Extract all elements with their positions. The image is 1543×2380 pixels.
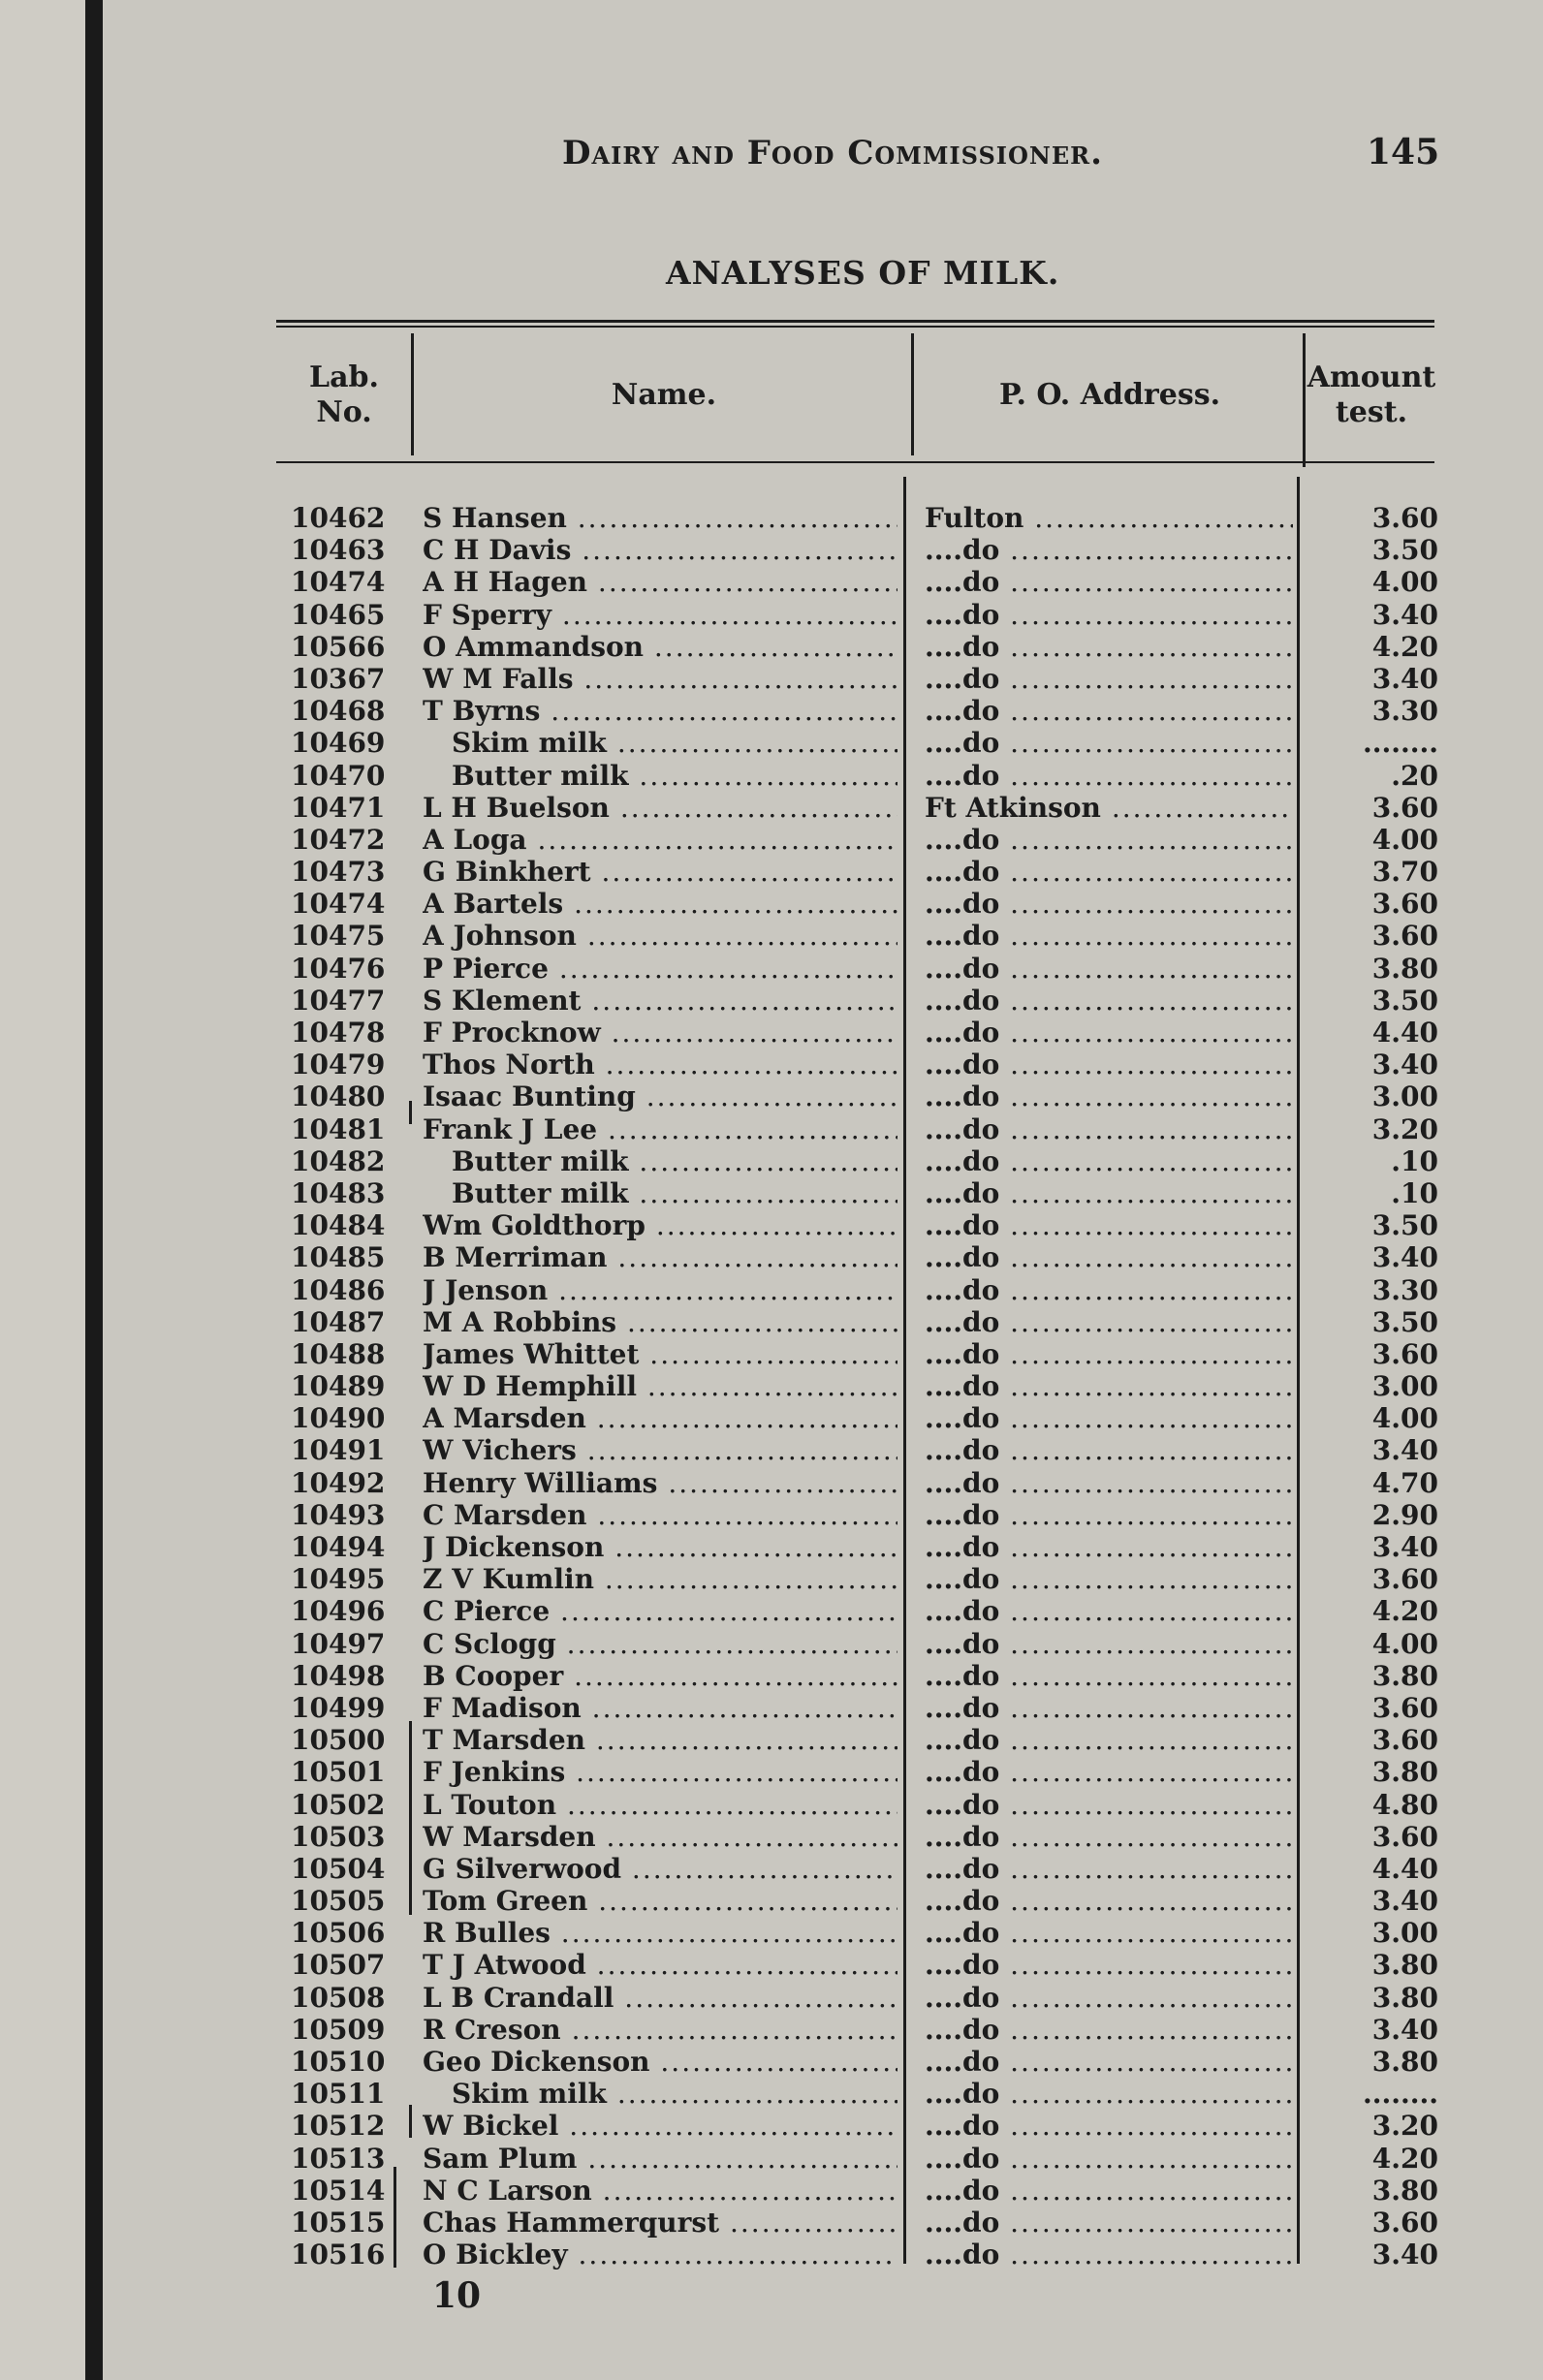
lab-number: 10486: [291, 1273, 386, 1306]
amount-test: 3.60: [1371, 2206, 1438, 2239]
table-row: [0, 1982, 1543, 2014]
lab-number: 10469: [291, 727, 386, 760]
table-row: [0, 1467, 1543, 1499]
sample-name: L Touton .....: [423, 1789, 897, 1821]
sample-name: C H Davis .....: [423, 534, 897, 566]
sample-name: P Pierce .....: [423, 953, 897, 985]
sample-name: Tom Green .....: [423, 1885, 897, 1917]
amount-test: 3.60: [1371, 1337, 1438, 1370]
table-row: [0, 2078, 1543, 2110]
lab-number: 10499: [291, 1691, 386, 1724]
post-office-address: ....do .....: [925, 1017, 1293, 1049]
table-row: [0, 2175, 1543, 2207]
table-row: [0, 760, 1543, 792]
lab-number: 10494: [291, 1531, 386, 1563]
table-row: [0, 824, 1543, 856]
table-row: [0, 1692, 1543, 1724]
table-row: [0, 953, 1543, 985]
table-row: [0, 631, 1543, 663]
table-row: [0, 856, 1543, 888]
amount-test: 4.20: [1371, 1595, 1438, 1628]
lab-number: 10472: [291, 823, 386, 856]
amount-test: 4.20: [1371, 630, 1438, 663]
table-row: [0, 2110, 1543, 2142]
col-header-lab-no: Lab. No.: [309, 360, 379, 429]
post-office-address: ....do .....: [925, 1145, 1293, 1177]
sample-name: B Cooper .....: [423, 1660, 897, 1692]
lab-number: 10475: [291, 920, 386, 953]
amount-test: 3.40: [1371, 2239, 1438, 2271]
sample-name: O Ammandson .....: [423, 631, 897, 663]
amount-test: 4.40: [1371, 1017, 1438, 1049]
lab-number: 10515: [291, 2206, 386, 2239]
sample-name: Chas Hammerqurst .....: [423, 2207, 897, 2239]
lab-number: 10514: [291, 2174, 386, 2207]
amount-test: ........: [1363, 727, 1438, 760]
table-row: [0, 1885, 1543, 1917]
table-row: [0, 2239, 1543, 2270]
sample-name: T J Atwood .....: [423, 1949, 897, 1981]
post-office-address: ....do .....: [925, 1080, 1293, 1112]
table-row: [0, 534, 1543, 566]
lab-number: 10491: [291, 1434, 386, 1467]
sample-name: M A Robbins .....: [423, 1306, 897, 1338]
table-row: [0, 888, 1543, 920]
page-number: 145: [1367, 132, 1440, 172]
table-row: [0, 1049, 1543, 1080]
lab-number: 10468: [291, 695, 386, 728]
post-office-address: ....do .....: [925, 1531, 1293, 1563]
amount-test: 3.40: [1371, 1434, 1438, 1467]
lab-number: 10509: [291, 2013, 386, 2046]
lab-number: 10505: [291, 1885, 386, 1918]
lab-number: 10566: [291, 630, 386, 663]
table-row: [0, 502, 1543, 534]
sample-name: A H Hagen .....: [423, 566, 897, 598]
lab-number: 10470: [291, 759, 386, 792]
amount-test: 4.00: [1371, 823, 1438, 856]
sample-name: W Marsden .....: [423, 1821, 897, 1853]
lab-number: 10510: [291, 2046, 386, 2078]
amount-test: 3.80: [1371, 1756, 1438, 1789]
table-row: [0, 1628, 1543, 1660]
post-office-address: ....do .....: [925, 2078, 1293, 2110]
amount-test: 3.50: [1371, 1305, 1438, 1338]
header-divider: [1303, 333, 1306, 467]
post-office-address: ....do .....: [925, 1370, 1293, 1402]
table-row: [0, 1370, 1543, 1402]
lab-number: 10498: [291, 1659, 386, 1692]
table-row: [0, 1917, 1543, 1949]
amount-test: 3.60: [1371, 920, 1438, 953]
post-office-address: ....do .....: [925, 1338, 1293, 1370]
table-row: [0, 1853, 1543, 1885]
sample-name: G Binkhert .....: [423, 856, 897, 888]
amount-test: 4.20: [1371, 2142, 1438, 2175]
lab-number: 10482: [291, 1144, 386, 1177]
lab-number: 10501: [291, 1756, 386, 1789]
sample-name: F Procknow .....: [423, 1017, 897, 1049]
post-office-address: ....do .....: [925, 1756, 1293, 1788]
sample-name: A Johnson .....: [423, 920, 897, 952]
table-row: [0, 663, 1543, 695]
table-row: [0, 920, 1543, 952]
lab-number: 10481: [291, 1112, 386, 1145]
sample-name: W D Hemphill .....: [423, 1370, 897, 1402]
lab-number: 10479: [291, 1049, 386, 1081]
sample-name: C Sclogg .....: [423, 1628, 897, 1660]
amount-test: 3.80: [1371, 1949, 1438, 1982]
lab-number: 10496: [291, 1595, 386, 1628]
amount-test: 3.60: [1371, 791, 1438, 824]
lab-number: 10512: [291, 2110, 386, 2143]
table-row: [0, 1531, 1543, 1563]
lab-number: 10487: [291, 1305, 386, 1338]
amount-test: 3.60: [1371, 888, 1438, 921]
sample-name: Sam Plum .....: [423, 2143, 897, 2175]
post-office-address: ....do .....: [925, 2110, 1293, 2142]
sample-name: T Byrns .....: [423, 695, 897, 727]
running-head: Dairy and Food Commissioner.: [562, 134, 1103, 172]
post-office-address: ....do .....: [925, 695, 1293, 727]
lab-number: 10488: [291, 1337, 386, 1370]
table-row: [0, 1756, 1543, 1788]
post-office-address: ....do .....: [925, 599, 1293, 631]
amount-test: 3.40: [1371, 662, 1438, 695]
post-office-address: ....do .....: [925, 1209, 1293, 1241]
col-header-address: P. O. Address.: [998, 378, 1221, 412]
post-office-address: ....do .....: [925, 2014, 1293, 2046]
amount-test: 3.20: [1371, 1112, 1438, 1145]
table-row: [0, 1338, 1543, 1370]
post-office-address: ....do .....: [925, 1306, 1293, 1338]
amount-test: 3.40: [1371, 2013, 1438, 2046]
lab-number: 10511: [291, 2078, 386, 2111]
table-row: [0, 2046, 1543, 2078]
amount-test: 3.70: [1371, 856, 1438, 889]
post-office-address: ....do .....: [925, 985, 1293, 1017]
post-office-address: ....do .....: [925, 1241, 1293, 1273]
amount-test: 3.80: [1371, 2174, 1438, 2207]
col-header-name: Name.: [611, 378, 717, 412]
lab-number: 10490: [291, 1402, 386, 1435]
lab-number: 10508: [291, 1981, 386, 2014]
table-row: [0, 985, 1543, 1017]
post-office-address: ....do .....: [925, 1499, 1293, 1531]
lab-number: 10480: [291, 1080, 386, 1113]
sample-name: G Silverwood .....: [423, 1853, 897, 1885]
lab-number: 10506: [291, 1917, 386, 1950]
lab-number: 10478: [291, 1017, 386, 1049]
table-row: [0, 695, 1543, 727]
amount-test: 3.60: [1371, 1691, 1438, 1724]
post-office-address: ....do .....: [925, 1049, 1293, 1080]
table-row: [0, 1177, 1543, 1209]
post-office-address: ....do .....: [925, 856, 1293, 888]
post-office-address: ....do .....: [925, 953, 1293, 985]
header-divider: [911, 333, 914, 455]
table-row: [0, 1402, 1543, 1434]
amount-test: 3.40: [1371, 1241, 1438, 1274]
table-row: [0, 1145, 1543, 1177]
sample-name: F Madison .....: [423, 1692, 897, 1724]
amount-test: .20: [1391, 759, 1438, 792]
sample-name: R Bulles .....: [423, 1917, 897, 1949]
sample-name: Butter milk .....: [452, 1145, 897, 1177]
lab-number: 10492: [291, 1466, 386, 1499]
sample-name: S Hansen .....: [423, 502, 897, 534]
sample-name: Frank J Lee .....: [423, 1113, 897, 1145]
amount-test: 3.60: [1371, 1820, 1438, 1853]
sample-name: A Marsden .....: [423, 1402, 897, 1434]
amount-test: 3.50: [1371, 534, 1438, 567]
sample-name: S Klement .....: [423, 985, 897, 1017]
amount-test: ........: [1363, 2078, 1438, 2111]
post-office-address: ....do .....: [925, 2143, 1293, 2175]
post-office-address: ....do .....: [925, 1467, 1293, 1499]
lab-number: 10507: [291, 1949, 386, 1982]
post-office-address: ....do .....: [925, 1434, 1293, 1466]
sample-name: W Vichers .....: [423, 1434, 897, 1466]
post-office-address: ....do .....: [925, 1885, 1293, 1917]
sample-name: Skim milk .....: [452, 2078, 897, 2110]
sample-name: Wm Goldthorp .....: [423, 1209, 897, 1241]
header-rule: [276, 461, 1434, 463]
lab-number: 10462: [291, 502, 386, 534]
sample-name: F Sperry .....: [423, 599, 897, 631]
sample-name: J Jenson .....: [423, 1274, 897, 1306]
lab-number: 10474: [291, 888, 386, 921]
post-office-address: ....do .....: [925, 1595, 1293, 1627]
amount-test: 4.00: [1371, 566, 1438, 599]
table-row: [0, 1080, 1543, 1112]
amount-test: 3.00: [1371, 1917, 1438, 1950]
sample-name: Henry Williams .....: [423, 1467, 897, 1499]
lab-number: 10503: [291, 1820, 386, 1853]
amount-test: .10: [1391, 1176, 1438, 1209]
sample-name: N C Larson .....: [423, 2175, 897, 2207]
table-row: [0, 1563, 1543, 1595]
table-row: [0, 1434, 1543, 1466]
post-office-address: ....do .....: [925, 727, 1293, 759]
amount-test: 3.20: [1371, 2110, 1438, 2143]
table-row: [0, 1821, 1543, 1853]
lab-number: 10484: [291, 1209, 386, 1242]
post-office-address: ....do .....: [925, 2046, 1293, 2078]
post-office-address: ....do .....: [925, 1274, 1293, 1306]
post-office-address: ....do .....: [925, 920, 1293, 952]
post-office-address: ....do .....: [925, 1949, 1293, 1981]
lab-number: 10476: [291, 952, 386, 985]
sample-name: W M Falls .....: [423, 663, 897, 695]
amount-test: 3.80: [1371, 952, 1438, 985]
lab-number: 10471: [291, 791, 386, 824]
amount-test: 3.80: [1371, 2046, 1438, 2078]
post-office-address: ....do .....: [925, 1692, 1293, 1724]
lab-number: 10504: [291, 1852, 386, 1885]
amount-test: 3.30: [1371, 695, 1438, 728]
sample-name: Skim milk .....: [452, 727, 897, 759]
sample-name: Thos North .....: [423, 1049, 897, 1080]
amount-test: 3.60: [1371, 1724, 1438, 1757]
table-row: [0, 1241, 1543, 1273]
amount-test: 3.80: [1371, 1981, 1438, 2014]
table-row: [0, 2207, 1543, 2239]
amount-test: 3.40: [1371, 1049, 1438, 1081]
amount-test: 4.70: [1371, 1466, 1438, 1499]
post-office-address: ....do .....: [925, 1563, 1293, 1595]
lab-number: 10502: [291, 1788, 386, 1821]
table-row: [0, 1017, 1543, 1049]
post-office-address: ....do .....: [925, 1917, 1293, 1949]
milk-analyses-table: [0, 502, 1543, 2270]
post-office-address: ....do .....: [925, 1853, 1293, 1885]
sample-name: Butter milk .....: [452, 760, 897, 792]
table-row: [0, 1499, 1543, 1531]
amount-test: 3.40: [1371, 1885, 1438, 1918]
post-office-address: ....do .....: [925, 1821, 1293, 1853]
amount-test: 3.60: [1371, 502, 1438, 534]
post-office-address: ....do .....: [925, 760, 1293, 792]
lab-number: 10495: [291, 1563, 386, 1596]
post-office-address: ....do .....: [925, 1628, 1293, 1660]
amount-test: 3.30: [1371, 1273, 1438, 1306]
table-row: [0, 1724, 1543, 1756]
header-divider: [411, 333, 414, 455]
table-row: [0, 792, 1543, 824]
lab-number: 10516: [291, 2239, 386, 2271]
amount-test: 3.00: [1371, 1080, 1438, 1113]
amount-test: 4.80: [1371, 1788, 1438, 1821]
table-row: [0, 1209, 1543, 1241]
sample-name: W Bickel .....: [423, 2110, 897, 2142]
sample-name: T Marsden .....: [423, 1724, 897, 1756]
table-row: [0, 1789, 1543, 1821]
sample-name: Butter milk .....: [452, 1177, 897, 1209]
post-office-address: ....do .....: [925, 631, 1293, 663]
amount-test: 2.90: [1371, 1498, 1438, 1531]
lab-number: 10485: [291, 1241, 386, 1274]
table-title: ANALYSES OF MILK.: [666, 254, 1060, 292]
table-row: [0, 2143, 1543, 2175]
lab-number: 10500: [291, 1724, 386, 1757]
lab-number: 10465: [291, 598, 386, 631]
table-row: [0, 1949, 1543, 1981]
table-row: [0, 1306, 1543, 1338]
amount-test: 4.00: [1371, 1627, 1438, 1660]
sample-name: C Pierce .....: [423, 1595, 897, 1627]
amount-test: 3.80: [1371, 1659, 1438, 1692]
post-office-address: ....do .....: [925, 663, 1293, 695]
post-office-address: ....do .....: [925, 1113, 1293, 1145]
post-office-address: ....do .....: [925, 824, 1293, 856]
table-row: [0, 2014, 1543, 2046]
top-rule: [276, 320, 1434, 323]
sample-name: Z V Kumlin .....: [423, 1563, 897, 1595]
sample-name: J Dickenson .....: [423, 1531, 897, 1563]
sample-name: B Merriman .....: [423, 1241, 897, 1273]
sample-name: L B Crandall .....: [423, 1982, 897, 2014]
lab-number: 10477: [291, 984, 386, 1017]
post-office-address: ....do .....: [925, 2207, 1293, 2239]
post-office-address: ....do .....: [925, 1789, 1293, 1821]
sample-name: A Bartels .....: [423, 888, 897, 920]
sample-name: L H Buelson .....: [423, 792, 897, 824]
lab-number: 10483: [291, 1176, 386, 1209]
lab-number: 10493: [291, 1498, 386, 1531]
lab-number: 10474: [291, 566, 386, 599]
post-office-address: ....do .....: [925, 1177, 1293, 1209]
amount-test: 4.40: [1371, 1852, 1438, 1885]
sample-name: F Jenkins .....: [423, 1756, 897, 1788]
post-office-address: ....do .....: [925, 566, 1293, 598]
post-office-address: ....do .....: [925, 888, 1293, 920]
table-row: [0, 1113, 1543, 1145]
table-row: [0, 1595, 1543, 1627]
post-office-address: ....do .....: [925, 1402, 1293, 1434]
sample-name: James Whittet .....: [423, 1338, 897, 1370]
post-office-address: ....do .....: [925, 2175, 1293, 2207]
amount-test: 3.40: [1371, 598, 1438, 631]
table-row: [0, 566, 1543, 598]
post-office-address: Ft Atkinson .....: [925, 792, 1293, 824]
lab-number: 10367: [291, 662, 386, 695]
table-row: [0, 1274, 1543, 1306]
sample-name: C Marsden .....: [423, 1499, 897, 1531]
table-row: [0, 599, 1543, 631]
amount-test: 3.50: [1371, 984, 1438, 1017]
top-rule-thin: [276, 326, 1434, 328]
sample-name: O Bickley .....: [423, 2239, 897, 2270]
amount-test: 3.40: [1371, 1531, 1438, 1563]
post-office-address: ....do .....: [925, 1724, 1293, 1756]
post-office-address: ....do .....: [925, 534, 1293, 566]
post-office-address: ....do .....: [925, 1660, 1293, 1692]
lab-number: 10489: [291, 1370, 386, 1403]
post-office-address: ....do .....: [925, 1982, 1293, 2014]
amount-test: 3.60: [1371, 1563, 1438, 1596]
sample-name: A Loga .....: [423, 824, 897, 856]
lab-number: 10463: [291, 534, 386, 567]
signature-mark: 10: [432, 2275, 482, 2316]
amount-test: 3.50: [1371, 1209, 1438, 1242]
col-header-amount: Amount test.: [1307, 360, 1436, 429]
sample-name: Geo Dickenson .....: [423, 2046, 897, 2078]
table-row: [0, 1660, 1543, 1692]
post-office-address: ....do .....: [925, 2239, 1293, 2270]
sample-name: R Creson .....: [423, 2014, 897, 2046]
lab-number: 10473: [291, 856, 386, 889]
amount-test: 4.00: [1371, 1402, 1438, 1435]
sample-name: Isaac Bunting .....: [423, 1080, 897, 1112]
amount-test: .10: [1391, 1144, 1438, 1177]
lab-number: 10513: [291, 2142, 386, 2175]
amount-test: 3.00: [1371, 1370, 1438, 1403]
lab-number: 10497: [291, 1627, 386, 1660]
post-office-address: Fulton .....: [925, 502, 1293, 534]
table-row: [0, 727, 1543, 759]
